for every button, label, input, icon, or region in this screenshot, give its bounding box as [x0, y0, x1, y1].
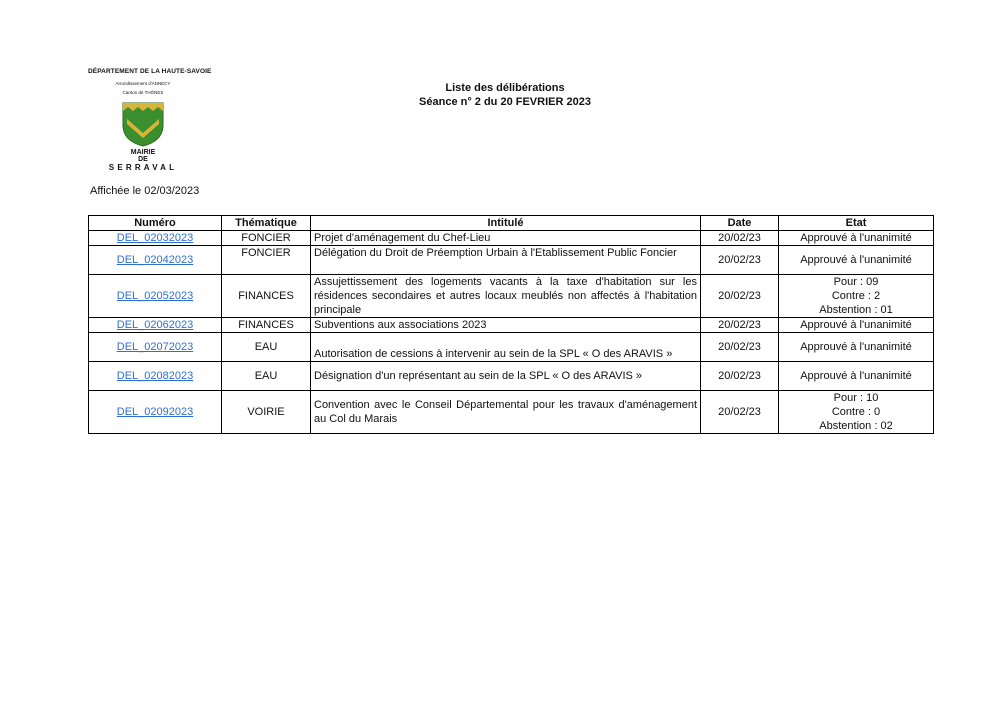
- cell-thematique: FONCIER: [222, 231, 311, 246]
- cell-date: 20/02/23: [701, 318, 779, 333]
- cell-numero: [89, 333, 222, 362]
- cell-numero: [89, 275, 222, 318]
- header-numero: Numéro: [89, 216, 222, 231]
- etat-line: Approuvé à l'unanimité: [800, 254, 912, 266]
- header-intitule: Intitulé: [311, 216, 701, 231]
- cell-intitule: Délégation du Droit de Préemption Urbain à l'Etablissement Public Foncier: [311, 246, 701, 275]
- document-title: Liste des délibérations: [445, 82, 565, 94]
- cell-etat: [779, 318, 934, 333]
- cell-intitule: Désignation d'un représentant au sein de la SPL « O des ARAVIS »: [311, 362, 701, 391]
- etat-line: Approuvé à l'unanimité: [800, 232, 912, 244]
- deliberation-link[interactable]: DEL_02062023: [116, 319, 194, 331]
- etat-pour: Pour : 10: [833, 392, 879, 404]
- cell-thematique: VOIRIE: [222, 391, 311, 434]
- cell-numero: [89, 231, 222, 246]
- cell-etat: [779, 275, 934, 318]
- table-header-row: [89, 216, 934, 231]
- etat-abstention: Abstention : 02: [819, 420, 893, 432]
- cell-etat: [779, 231, 934, 246]
- cell-numero: [89, 391, 222, 434]
- cell-thematique: FINANCES: [222, 318, 311, 333]
- etat-contre: Contre : 2: [831, 290, 881, 302]
- header-date: Date: [701, 216, 779, 231]
- coat-of-arms-icon: [121, 101, 165, 147]
- deliberation-link[interactable]: DEL_02032023: [116, 232, 194, 244]
- table-row: [89, 246, 934, 275]
- cell-etat: [779, 362, 934, 391]
- etat-line: Approuvé à l'unanimité: [800, 341, 912, 353]
- cell-etat: [779, 391, 934, 434]
- cell-thematique: EAU: [222, 333, 311, 362]
- table-row: [89, 333, 934, 362]
- table-row: [89, 318, 934, 333]
- cell-numero: [89, 318, 222, 333]
- header-thematique: Thématique: [222, 216, 311, 231]
- table-row: [89, 231, 934, 246]
- logo-town: SERRAVAL: [108, 163, 178, 172]
- cell-numero: [89, 362, 222, 391]
- deliberation-link[interactable]: DEL_02092023: [116, 406, 194, 418]
- cell-thematique: FONCIER: [222, 246, 311, 275]
- etat-line: Approuvé à l'unanimité: [800, 370, 912, 382]
- table-row: [89, 391, 934, 434]
- logo-canton: Canton de THÔNES: [122, 90, 164, 95]
- cell-date: 20/02/23: [701, 231, 779, 246]
- cell-date: 20/02/23: [701, 275, 779, 318]
- deliberation-link[interactable]: DEL_02072023: [116, 341, 194, 353]
- header-etat: Etat: [779, 216, 934, 231]
- session-subtitle: Séance n° 2 du 20 FEVRIER 2023: [419, 96, 591, 108]
- cell-intitule: Convention avec le Conseil Départemental pour les travaux d'aménagement au Col du Marais: [311, 391, 701, 434]
- logo-de: DE: [138, 156, 148, 163]
- cell-date: 20/02/23: [701, 391, 779, 434]
- etat-line: Approuvé à l'unanimité: [800, 319, 912, 331]
- table-row: [89, 275, 934, 318]
- cell-etat: [779, 333, 934, 362]
- cell-intitule: Projet d'aménagement du Chef-Lieu: [311, 231, 701, 246]
- cell-numero: [89, 246, 222, 275]
- cell-intitule: Subventions aux associations 2023: [311, 318, 701, 333]
- municipal-logo: [88, 68, 212, 172]
- logo-mairie: MAIRIE: [130, 149, 156, 156]
- logo-department: DÉPARTEMENT DE LA HAUTE-SAVOIE: [88, 68, 212, 75]
- table-row: [89, 362, 934, 391]
- etat-abstention: Abstention : 01: [819, 304, 893, 316]
- deliberation-link[interactable]: DEL_02082023: [116, 370, 194, 382]
- document-header: [380, 81, 630, 109]
- etat-pour: Pour : 09: [833, 276, 879, 288]
- cell-etat: [779, 246, 934, 275]
- cell-thematique: FINANCES: [222, 275, 311, 318]
- etat-contre: Contre : 0: [831, 406, 881, 418]
- logo-arrondissement: Arrondissement d'ANNECY: [115, 81, 171, 86]
- deliberation-link[interactable]: DEL_02052023: [116, 290, 194, 302]
- deliberations-table: [88, 215, 934, 434]
- deliberation-link[interactable]: DEL_02042023: [116, 254, 194, 266]
- cell-intitule: Autorisation de cessions à intervenir au sein de la SPL « O des ARAVIS »: [311, 333, 701, 362]
- cell-intitule: Assujettissement des logements vacants à la taxe d'habitation sur les résidences secondaires et autres locaux meublés non affectés à l'habitation principale: [311, 275, 701, 318]
- cell-date: 20/02/23: [701, 362, 779, 391]
- cell-thematique: EAU: [222, 362, 311, 391]
- cell-date: 20/02/23: [701, 246, 779, 275]
- cell-date: 20/02/23: [701, 333, 779, 362]
- posted-date: Affichée le 02/03/2023: [90, 185, 200, 197]
